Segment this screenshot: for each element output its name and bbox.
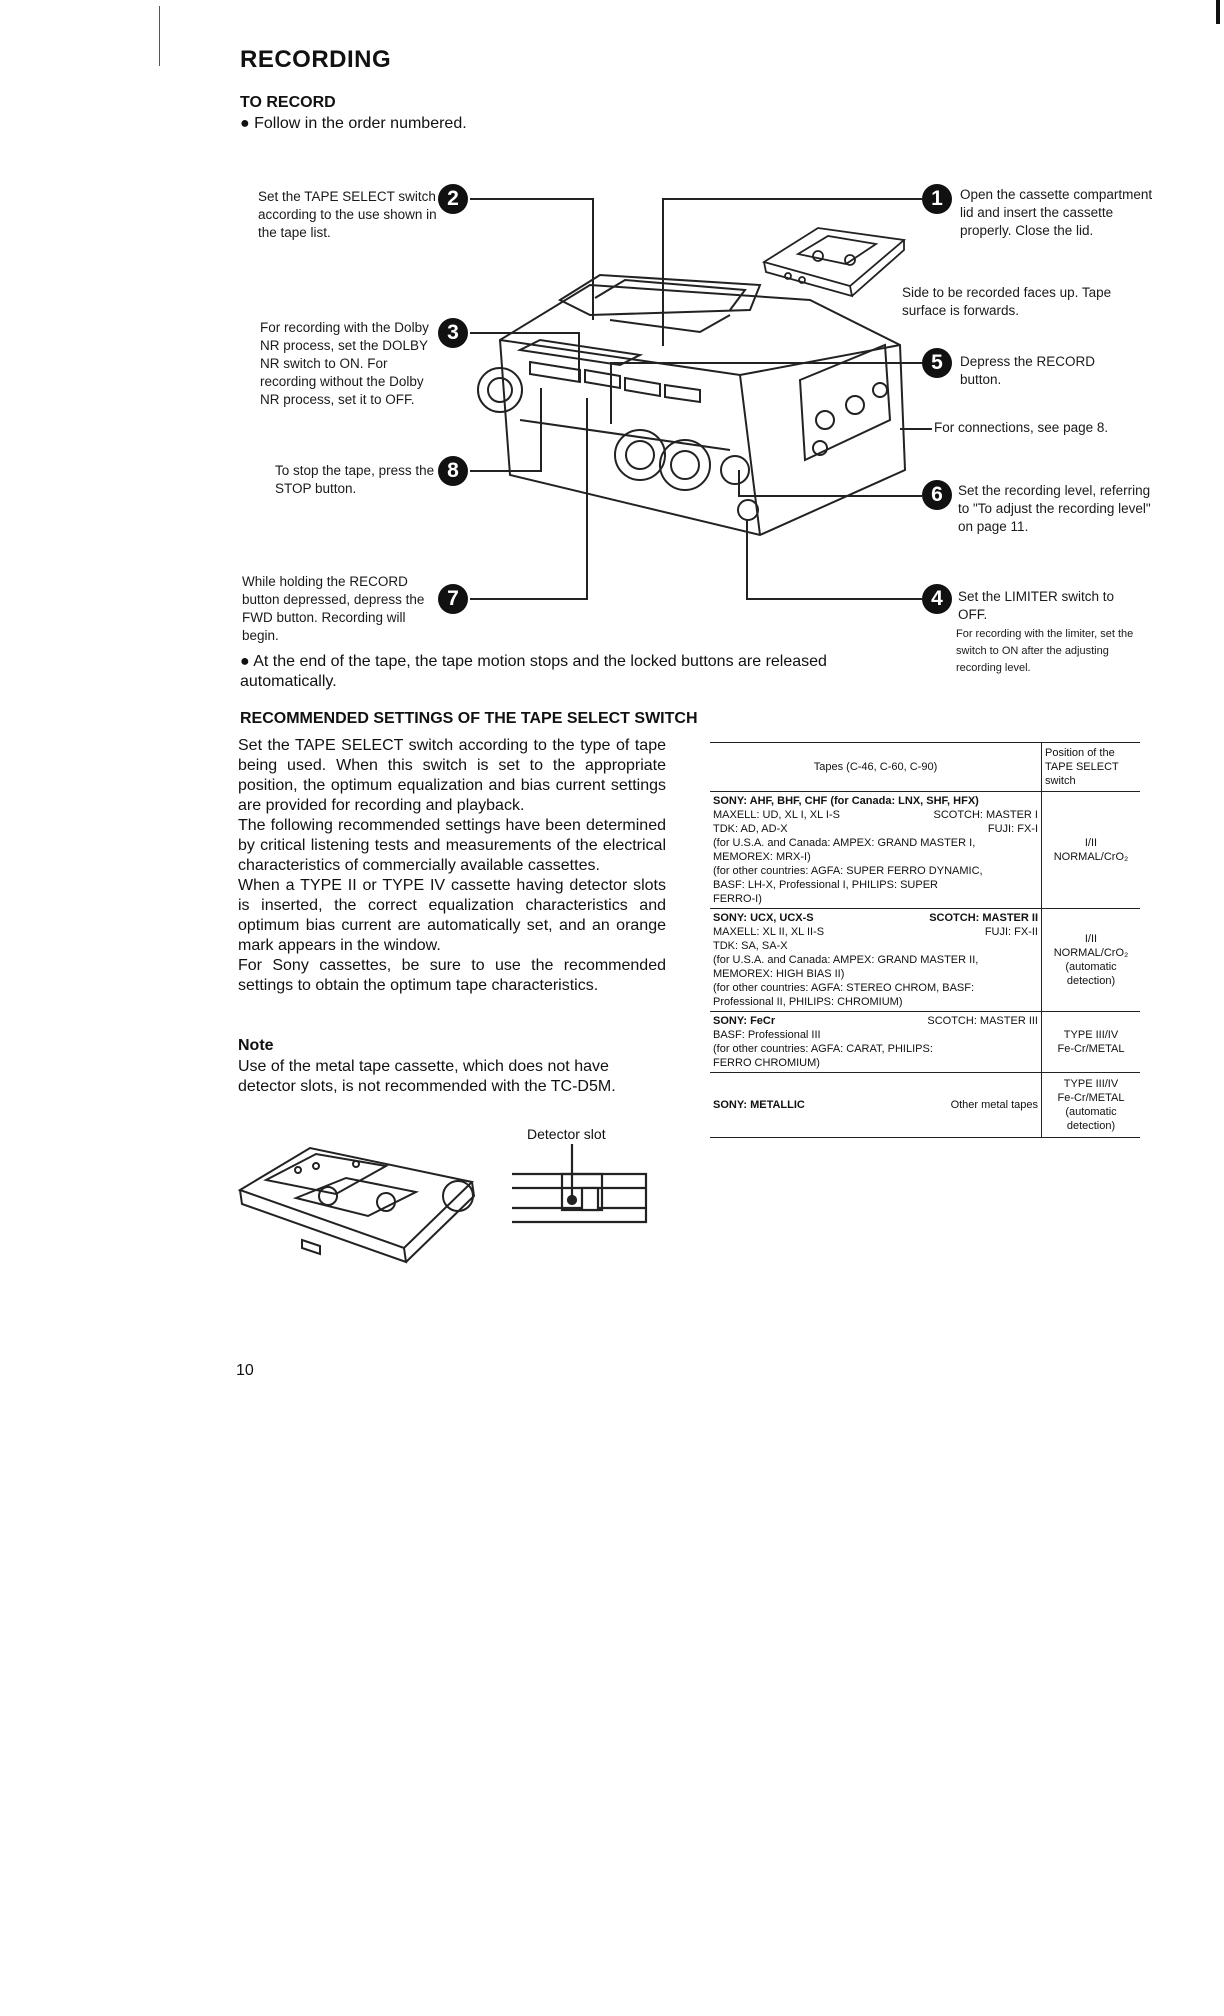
tape-line: Professional II, PHILIPS: CHROMIUM) — [713, 996, 903, 1008]
margin-mark — [1216, 0, 1220, 24]
recommended-settings-heading: RECOMMENDED SETTINGS OF THE TAPE SELECT SWITCH — [240, 710, 698, 727]
step-badge-1: 1 — [922, 184, 952, 214]
table-row — [710, 792, 1140, 909]
tape-line: (for other countries: AGFA: STEREO CHROM, BASF: — [713, 982, 975, 994]
page-title: RECORDING — [240, 46, 392, 73]
step-3-text: For recording with the Dolby NR process, set the DOLBY NR switch to ON. For recording without the Dolby NR process, set it to OFF. — [260, 320, 429, 407]
recommended-para-4: For Sony cassettes, be sure to use the recommended settings to obtain the optimum tape characteristics. — [238, 957, 666, 994]
note-text: Use of the metal tape cassette, which does not have detector slots, is not recommended with the TC-D5M. — [238, 1058, 616, 1095]
recommended-para-2: The following recommended settings have been determined by critical listening tests and measurements of the electrical characteristics of commercially available cassettes. — [238, 817, 666, 874]
position-line: detection) — [1066, 975, 1116, 987]
table-cell-position — [1042, 1012, 1141, 1073]
leader-line — [470, 598, 588, 600]
table-row — [710, 909, 1140, 1012]
end-of-tape-note: ● At the end of the tape, the tape motion stops and the locked buttons are released automatically. — [240, 653, 827, 690]
position-line: I/II — [1084, 837, 1098, 849]
step-badge-5: 5 — [922, 348, 952, 378]
table-header-tapes: Tapes (C-46, C-60, C-90) — [710, 743, 1042, 792]
recommended-para-3: When a TYPE II or TYPE IV cassette having detector slots is inserted, the correct equalization characteristics and optimum bias current are automatically set, and an orange mark appears in the window. — [238, 877, 666, 954]
tape-line: FERRO-I) — [713, 893, 762, 905]
leader-line — [900, 428, 932, 430]
step-8-text: To stop the tape, press the STOP button. — [275, 463, 435, 496]
page-number: 10 — [236, 1362, 254, 1379]
side-note: Side to be recorded faces up. Tape surface is forwards. — [902, 285, 1112, 318]
table-cell-tapes — [710, 792, 1042, 909]
step-5-text: Depress the RECORD button. — [960, 354, 1096, 387]
to-record-heading: TO RECORD — [240, 94, 336, 111]
leader-line — [578, 332, 580, 382]
step-4-text: Set the LIMITER switch to OFF. — [958, 589, 1115, 622]
step-badge-2: 2 — [438, 184, 468, 214]
tape-select-table — [710, 742, 1140, 1138]
position-line: NORMAL/CrO₂ — [1053, 947, 1129, 959]
tape-line: SONY: METALLIC Other metal tapes — [713, 1099, 1038, 1111]
table-header-position: Position of the TAPE SELECT switch — [1042, 743, 1141, 792]
leader-line — [540, 388, 542, 472]
tape-line: FERRO CHROMIUM) — [713, 1057, 820, 1069]
table-cell-tapes — [710, 1073, 1042, 1138]
table-cell-position — [1042, 792, 1141, 909]
step-1-text: Open the cassette compartment lid and insert the cassette properly. Close the lid. — [960, 187, 1153, 238]
leader-line — [746, 598, 922, 600]
step-badge-7: 7 — [438, 584, 468, 614]
tape-line: TDK: AD, AD-X FUJI: FX-I — [713, 823, 1038, 835]
table-row — [710, 1073, 1140, 1138]
leader-line — [738, 470, 740, 497]
leader-line — [470, 332, 580, 334]
tape-line: (for other countries: AGFA: SUPER FERRO DYNAMIC, — [713, 865, 983, 877]
step-badge-6: 6 — [922, 480, 952, 510]
tape-line: BASF: Professional III — [713, 1029, 821, 1041]
tape-line: (for U.S.A. and Canada: AMPEX: GRAND MASTER II, — [713, 954, 979, 966]
tape-line: SONY: FeCr SCOTCH: MASTER III — [713, 1015, 1038, 1027]
position-line: Fe-Cr/METAL — [1057, 1092, 1125, 1104]
detector-slot-label: Detector slot — [527, 1126, 606, 1142]
leader-line — [662, 198, 922, 200]
position-line: detection) — [1066, 1120, 1116, 1132]
detector-slot-diagram — [506, 1144, 652, 1226]
leader-line — [610, 362, 922, 364]
tape-line: (for U.S.A. and Canada: AMPEX: GRAND MASTER I, — [713, 837, 976, 849]
tape-line: (for other countries: AGFA: CARAT, PHILIPS: — [713, 1043, 933, 1055]
tape-line: MEMOREX: MRX-I) — [713, 851, 811, 863]
leader-line — [470, 198, 594, 200]
note-heading: Note — [238, 1037, 274, 1054]
table-cell-position — [1042, 1073, 1141, 1138]
to-record-instruction: ● Follow in the order numbered. — [240, 115, 467, 132]
cassette-insert-illustration — [758, 222, 910, 302]
leader-line — [738, 495, 922, 497]
leader-line — [746, 520, 748, 600]
position-line: Fe-Cr/METAL — [1057, 1043, 1125, 1055]
step-badge-3: 3 — [438, 318, 468, 348]
step-2-text: Set the TAPE SELECT switch according to the use shown in the tape list. — [258, 189, 437, 240]
leader-line — [610, 362, 612, 424]
step-6-text: Set the recording level, referring to "To adjust the recording level" on page 11. — [958, 483, 1151, 534]
table-row — [710, 1012, 1140, 1073]
recommended-settings-body — [238, 736, 666, 996]
table-cell-tapes — [710, 1012, 1042, 1073]
position-line: NORMAL/CrO₂ — [1053, 851, 1129, 863]
recommended-para-1: Set the TAPE SELECT switch according to the type of tape being used. When this switch is set to the appropriate position, the optimum equalization and bias current settings are provided for recording and playback. — [238, 737, 666, 814]
connections-note: For connections, see page 8. — [934, 420, 1109, 435]
tape-line: MAXELL: XL II, XL II-S FUJI: FX-II — [713, 926, 1038, 938]
cassette-detector-illustration — [236, 1130, 482, 1266]
position-line: TYPE III/IV — [1063, 1078, 1119, 1090]
step-badge-4: 4 — [922, 584, 952, 614]
tape-line: BASF: LH-X, Professional I, PHILIPS: SUPER — [713, 879, 938, 891]
leader-line — [470, 470, 542, 472]
position-line: (automatic — [1065, 1106, 1117, 1118]
leader-line — [586, 398, 588, 600]
table-cell-position — [1042, 909, 1141, 1012]
tape-line: MEMOREX: HIGH BIAS II) — [713, 968, 845, 980]
tape-line: MAXELL: UD, XL I, XL I-S SCOTCH: MASTER I — [713, 809, 1038, 821]
leader-line — [592, 198, 594, 320]
step-7-text: While holding the RECORD button depressed, depress the FWD button. Recording will begin. — [242, 574, 425, 643]
table-cell-tapes — [710, 909, 1042, 1012]
cassette-recorder-illustration — [460, 270, 930, 550]
position-line: (automatic — [1065, 961, 1117, 973]
limiter-note: For recording with the limiter, set the switch to ON after the adjusting recording level. — [956, 628, 1134, 674]
margin-rule — [159, 6, 160, 66]
position-line: I/II — [1084, 933, 1098, 945]
step-badge-8: 8 — [438, 456, 468, 486]
tape-line: TDK: SA, SA-X — [713, 940, 788, 952]
tape-line: SONY: AHF, BHF, CHF (for Canada: LNX, SHF, HFX) — [713, 795, 979, 807]
tape-line: SONY: UCX, UCX-S SCOTCH: MASTER II — [713, 912, 1038, 924]
position-line: TYPE III/IV — [1063, 1029, 1119, 1041]
leader-line — [662, 198, 664, 346]
